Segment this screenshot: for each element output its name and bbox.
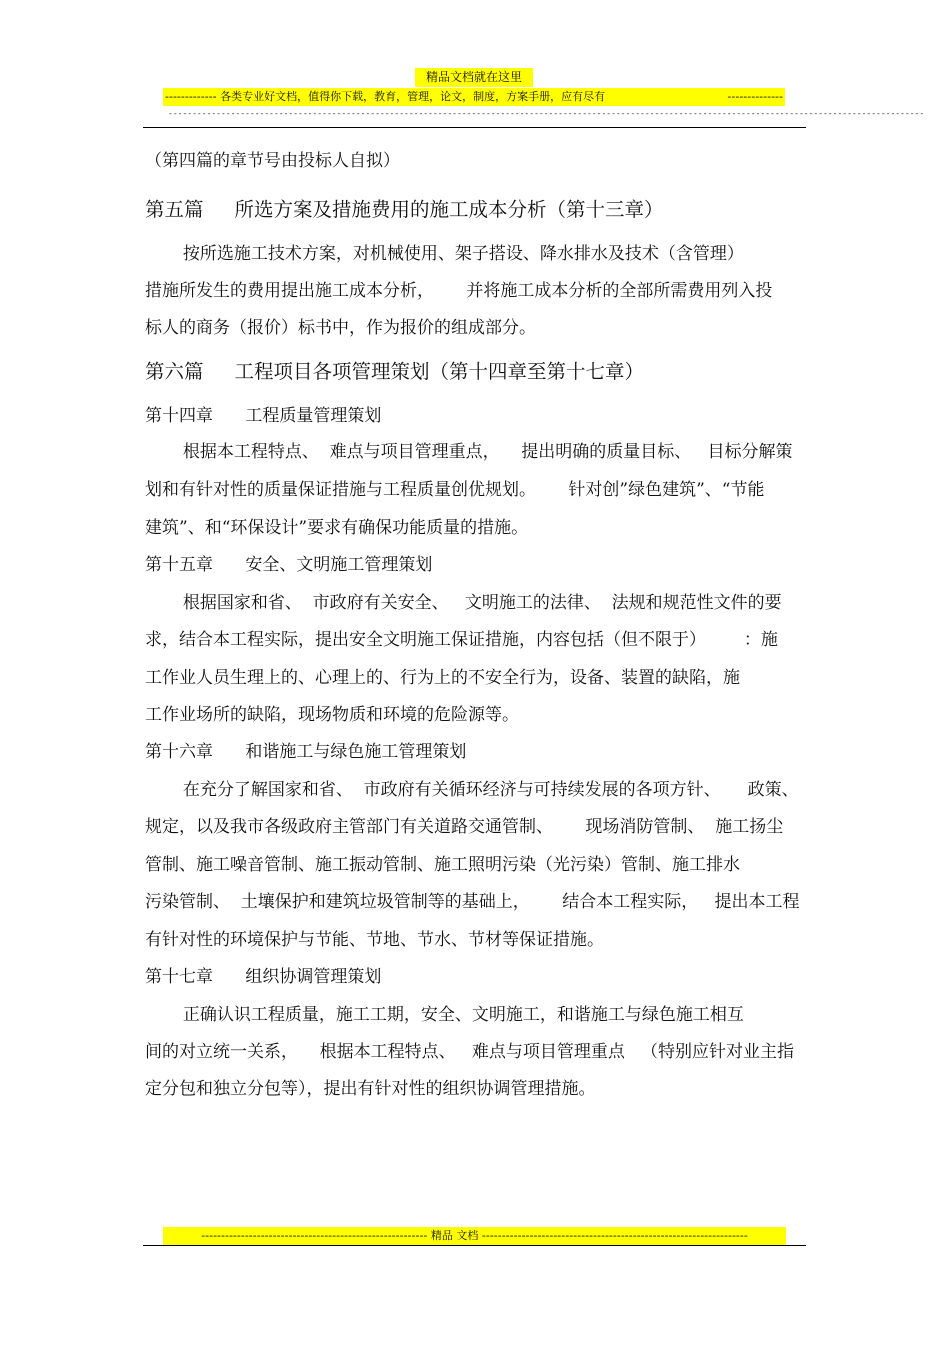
paragraph-line: 工作业场所的缺陷，现场物质和环境的危险源等。 <box>145 705 519 725</box>
paragraph-line: 间的对立统一关系， 根据本工程特点、 难点与项目管理重点 （特别应针对业主指 <box>145 1042 795 1062</box>
note-line: （第四篇的章节号由投标人自拟） <box>145 151 400 171</box>
paragraph-line: 建筑”、和“环保设计”要求有确保功能质量的措施。 <box>145 518 529 538</box>
footer-banner: --------------------------------------------------------- 精品 文档 ------------------------------------------------------------------- <box>163 1227 786 1245</box>
chapter-heading-14: 第十四章 工程质量管理策划 <box>145 406 382 426</box>
header-banner-dashes: -------------- <box>727 90 783 103</box>
paragraph-line: 工作业人员生理上的、心理上的、行为上的不安全行为，设备、装置的缺陷，施 <box>145 668 740 688</box>
part-heading-6: 第六篇 工程项目各项管理策划（第十四章至第十七章） <box>145 360 644 383</box>
paragraph-line: 定分包和独立分包等），提出有针对性的组织协调管理措施。 <box>145 1079 596 1099</box>
paragraph-line: 划和有针对性的质量保证措施与工程质量创优规划。 针对创”绿色建筑”、“节能 <box>145 480 765 500</box>
chapter-heading-15: 第十五章 安全、文明施工管理策划 <box>145 555 433 575</box>
paragraph-line: 措施所发生的费用提出施工成本分析， 并将施工成本分析的全部所需费用列入投 <box>145 281 773 301</box>
header-banner <box>163 88 785 106</box>
paragraph-line: 规定，以及我市各级政府主管部门有关道路交通管制、 现场消防管制、 施工扬尘 <box>145 817 784 837</box>
paragraph-line: 有针对性的环境保护与节能、节地、节水、节材等保证措施。 <box>145 930 604 950</box>
paragraph-line: 根据国家和省、 市政府有关安全、 文明施工的法律、 法规和规范性文件的要 <box>145 593 782 613</box>
paragraph-line: 求，结合本工程实际，提出安全文明施工保证措施，内容包括（但不限于） ：施 <box>145 630 778 650</box>
paragraph-line: 根据本工程特点、 难点与项目管理重点， 提出明确的质量目标、 目标分解策 <box>145 442 793 462</box>
header-rule <box>143 127 806 128</box>
paragraph-line: 按所选施工技术方案，对机械使用、架子搭设、降水排水及技术（含管理） <box>145 244 744 264</box>
paragraph-line: 标人的商务（报价）标书中，作为报价的组成部分。 <box>145 318 536 338</box>
paragraph-line: 在充分了解国家和省、 市政府有关循环经济与可持续发展的各项方针、 政策、 <box>145 780 799 800</box>
paragraph-line: 管制、施工噪音管制、施工振动管制、施工照明污染（光污染）管制、施工排水 <box>145 855 740 875</box>
chapter-heading-17: 第十七章 组织协调管理策划 <box>145 967 382 987</box>
header-banner-text: ------------- 各类专业好文档，值得你下载，教育，管理，论文，制度，方案手册，应有尽有 <box>165 90 606 103</box>
chapter-heading-16: 第十六章 和谐施工与绿色施工管理策划 <box>145 742 467 762</box>
part-heading-5: 第五篇 所选方案及措施费用的施工成本分析（第十三章） <box>145 198 664 221</box>
header-title: 精品文档就在这里 <box>415 68 533 87</box>
footer-rule <box>143 1245 806 1246</box>
paragraph-line: 正确认识工程质量，施工工期，安全、文明施工，和谐施工与绿色施工相互 <box>145 1005 744 1025</box>
paragraph-line: 污染管制、 土壤保护和建筑垃圾管制等的基础上， 结合本工程实际， 提出本工程 <box>145 892 800 912</box>
header-dash-line: ------------------------------------------------------------------------------------------------------------------------------------------------------------- <box>168 109 925 118</box>
